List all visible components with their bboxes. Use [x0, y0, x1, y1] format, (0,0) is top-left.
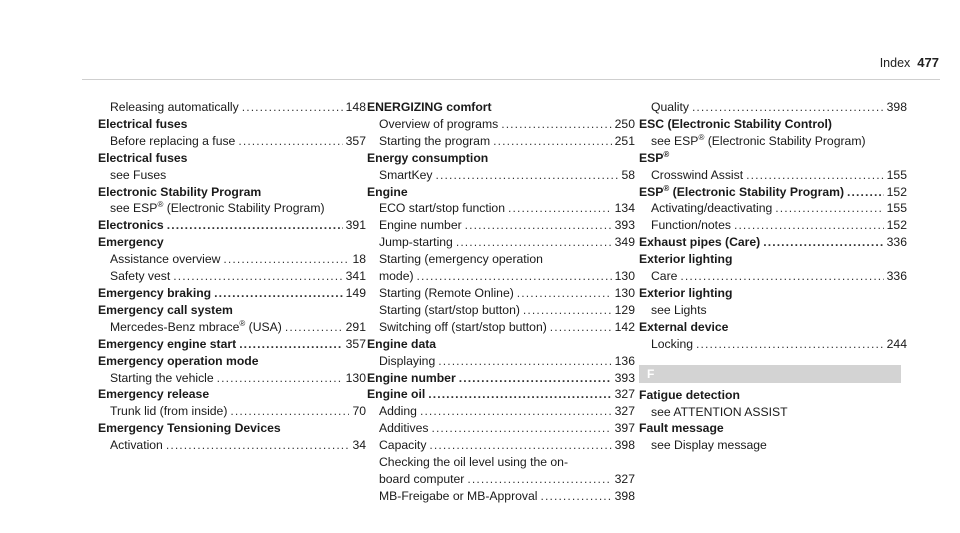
index-line	[98, 285, 366, 302]
dot-leader	[420, 403, 612, 420]
dot-leader	[230, 403, 349, 420]
page-ref[interactable]: 34	[352, 438, 366, 453]
index-line	[367, 133, 635, 150]
index-line	[367, 437, 635, 454]
index-line	[639, 234, 907, 251]
dot-leader	[692, 99, 884, 116]
dot-leader	[242, 99, 343, 116]
index-subentry: board computer	[379, 471, 465, 486]
index-line	[98, 370, 366, 387]
index-subentry: Capacity	[379, 438, 427, 453]
index-subentry: Before replacing a fuse	[110, 133, 236, 148]
index-line	[639, 336, 907, 353]
index-subentry: Starting the vehicle	[110, 370, 214, 385]
heading-text: ESP	[639, 150, 664, 165]
page-ref[interactable]: 149	[345, 285, 366, 300]
index-line	[98, 336, 366, 353]
registered-mark: ®	[698, 132, 705, 142]
index-subentry: SmartKey	[379, 167, 433, 182]
page-ref[interactable]: 251	[614, 133, 635, 148]
index-line	[367, 353, 635, 370]
dot-leader	[429, 437, 611, 454]
subentry-text: Mercedes-Benz mbrace	[110, 319, 240, 334]
dot-leader	[680, 268, 883, 285]
page-ref[interactable]: 357	[345, 336, 366, 351]
dot-leader	[214, 285, 343, 302]
page-ref[interactable]: 349	[614, 235, 635, 250]
page-ref[interactable]: 155	[886, 167, 907, 182]
page-ref[interactable]: 250	[614, 116, 635, 131]
dot-leader	[173, 268, 342, 285]
index-heading: Fatigue detection	[639, 387, 740, 402]
page-ref[interactable]: 136	[614, 353, 635, 368]
dot-leader	[501, 116, 611, 133]
index-column-3	[639, 99, 907, 454]
index-subentry: Displaying	[379, 353, 436, 368]
page-ref[interactable]: 336	[886, 269, 907, 284]
heading-text: (Electronic Stability Program)	[669, 184, 845, 199]
index-subentry: mode)	[379, 269, 414, 284]
index-heading: Emergency release	[98, 387, 210, 402]
page-ref[interactable]: 327	[614, 404, 635, 419]
page-ref[interactable]: 130	[614, 285, 635, 300]
index-heading: Engine data	[367, 336, 437, 351]
index-heading	[639, 184, 844, 201]
index-subentry: Checking the oil level using the on-	[379, 455, 569, 470]
index-subentry: Function/notes	[651, 218, 731, 233]
index-subentry: Safety vest	[110, 269, 171, 284]
page-ref[interactable]: 18	[352, 252, 366, 267]
page-ref[interactable]: 397	[614, 421, 635, 436]
dot-leader	[734, 217, 884, 234]
dot-leader	[508, 200, 612, 217]
heading-text: ESP	[639, 184, 664, 199]
page-number: 477	[917, 55, 939, 70]
index-line	[367, 386, 635, 403]
see-text: (Electronic Stability Program)	[704, 133, 866, 148]
index-subentry: Jump-starting	[379, 235, 453, 250]
index-column-2	[367, 99, 635, 505]
dot-leader	[763, 234, 883, 251]
index-line	[367, 488, 635, 505]
dot-leader	[217, 370, 343, 387]
dot-leader	[166, 437, 350, 454]
header-title: Index	[879, 56, 911, 70]
see-text: see ESP	[651, 133, 699, 148]
dot-leader	[456, 234, 612, 251]
index-heading: Electronic Stability Program	[98, 184, 262, 199]
index-heading: Emergency operation mode	[98, 353, 259, 368]
index-heading: Electronics	[98, 218, 164, 233]
page-ref[interactable]: 129	[614, 302, 635, 317]
see-reference[interactable]: see Lights	[651, 302, 707, 317]
index-heading: Emergency call system	[98, 302, 233, 317]
see-reference[interactable]	[639, 133, 907, 150]
index-subentry: Activation	[110, 438, 163, 453]
page-ref[interactable]: 152	[886, 218, 907, 233]
index-subentry: Adding	[379, 404, 417, 419]
registered-mark: ®	[663, 149, 670, 159]
index-heading: Exterior lighting	[639, 252, 733, 267]
see-text: see ESP	[110, 201, 158, 216]
index-line	[367, 319, 635, 336]
index-line	[98, 133, 366, 150]
index-subentry: Starting the program	[379, 133, 491, 148]
page-ref[interactable]: 391	[345, 218, 366, 233]
page-ref[interactable]: 357	[345, 133, 366, 148]
index-subentry: Activating/deactivating	[651, 201, 773, 216]
dot-leader	[467, 471, 611, 488]
index-subentry: Engine number	[379, 218, 462, 233]
index-heading: Engine	[367, 184, 408, 199]
index-line	[98, 319, 366, 336]
index-subentry: Switching off (start/stop button)	[379, 319, 547, 334]
index-line	[98, 99, 366, 116]
index-column-1	[98, 99, 366, 454]
page-header	[0, 0, 960, 90]
dot-leader	[459, 370, 612, 387]
dot-leader	[417, 268, 612, 285]
index-line	[367, 285, 635, 302]
index-subentry: Starting (emergency operation	[379, 252, 543, 267]
dot-leader	[746, 167, 884, 184]
page-ref[interactable]: 393	[614, 370, 635, 385]
page-ref[interactable]: 244	[886, 336, 907, 351]
page-ref[interactable]: 398	[614, 488, 635, 503]
index-heading: Emergency braking	[98, 285, 212, 300]
index-line	[639, 184, 907, 201]
page-ref[interactable]: 155	[886, 201, 907, 216]
index-line	[367, 234, 635, 251]
index-subentry: Overview of programs	[379, 116, 499, 131]
page-ref[interactable]: 142	[614, 319, 635, 334]
index-heading	[639, 150, 907, 167]
dot-leader	[438, 353, 611, 370]
index-line	[639, 99, 907, 116]
see-reference[interactable]: see Fuses	[110, 167, 167, 182]
subentry-text: (USA)	[245, 319, 282, 334]
page-ref[interactable]: 134	[614, 201, 635, 216]
page-ref[interactable]: 70	[352, 404, 366, 419]
header-divider	[82, 79, 940, 80]
page-ref[interactable]: 130	[614, 269, 635, 284]
index-line	[98, 403, 366, 420]
index-line	[367, 268, 635, 285]
index-heading: Emergency engine start	[98, 336, 237, 351]
index-heading: Fault message	[639, 421, 724, 436]
index-line	[367, 471, 635, 488]
dot-leader	[523, 302, 612, 319]
index-line	[98, 217, 366, 234]
index-line	[367, 217, 635, 234]
section-letter-bar: F	[639, 365, 901, 383]
page-ref[interactable]: 398	[614, 438, 635, 453]
dot-leader	[517, 285, 612, 302]
dot-leader	[428, 386, 611, 403]
registered-mark: ®	[663, 183, 670, 193]
index-subentry: Quality	[651, 100, 689, 114]
dot-leader	[436, 167, 619, 184]
index-line	[367, 302, 635, 319]
page-ref[interactable]: 327	[614, 387, 635, 402]
page-ref[interactable]: 152	[886, 184, 907, 199]
index-line	[639, 167, 907, 184]
index-subentry: Starting (Remote Online)	[379, 285, 514, 300]
see-text: (Electronic Stability Program)	[163, 201, 325, 216]
index-heading: Engine number	[367, 370, 456, 385]
dot-leader	[285, 319, 343, 336]
index-subentry: MB-Freigabe or MB-Approval	[379, 488, 538, 503]
index-heading: External device	[639, 319, 729, 334]
index-heading: Electrical fuses	[98, 150, 188, 165]
registered-mark: ®	[157, 200, 164, 210]
page-ref[interactable]: 58	[621, 167, 635, 182]
index-subentry: Crosswind Assist	[651, 167, 744, 182]
index-line	[639, 200, 907, 217]
dot-leader	[238, 133, 342, 150]
index-heading: Energy consumption	[367, 150, 489, 165]
dot-leader	[223, 251, 349, 268]
dot-leader	[465, 217, 612, 234]
dot-leader	[696, 336, 884, 353]
page-ref[interactable]: 398	[886, 100, 907, 114]
page-ref[interactable]: 327	[614, 471, 635, 486]
dot-leader	[431, 420, 611, 437]
index-subentry: Trunk lid (from inside)	[110, 404, 228, 419]
index-subentry: Additives	[379, 421, 429, 436]
page-ref[interactable]: 393	[614, 218, 635, 233]
index-subentry: Locking	[651, 336, 694, 351]
index-heading: ESC (Electronic Stability Control)	[639, 116, 832, 131]
index-line	[367, 403, 635, 420]
dot-leader	[541, 488, 612, 505]
index-heading: Emergency	[98, 235, 164, 250]
index-subentry	[110, 319, 282, 336]
index-heading: Electrical fuses	[98, 116, 188, 131]
dot-leader	[493, 133, 612, 150]
index-line	[639, 217, 907, 234]
page-ref[interactable]: 341	[345, 269, 366, 284]
dot-leader	[167, 217, 343, 234]
index-line	[367, 200, 635, 217]
index-subentry: Assistance overview	[110, 252, 221, 267]
dot-leader	[775, 200, 883, 217]
index-line	[98, 251, 366, 268]
index-line	[639, 268, 907, 285]
index-subentry: Care	[651, 269, 678, 284]
page-ref[interactable]: 336	[886, 235, 907, 250]
index-subentry: Starting (start/stop button)	[379, 302, 520, 317]
dot-leader	[550, 319, 612, 336]
registered-mark: ®	[239, 318, 246, 328]
page-ref[interactable]: 291	[345, 319, 366, 334]
index-subentry: ECO start/stop function	[379, 201, 505, 216]
index-subentry: Releasing automatically	[110, 100, 239, 114]
index-line	[367, 420, 635, 437]
index-heading: Engine oil	[367, 387, 426, 402]
index-line	[367, 116, 635, 133]
page-ref[interactable]: 148	[345, 100, 366, 114]
index-line	[98, 437, 366, 454]
see-reference[interactable]: see Display message	[651, 438, 767, 453]
dot-leader	[847, 184, 884, 201]
index-heading: Exterior lighting	[639, 285, 733, 300]
index-heading: ENERGIZING comfort	[367, 100, 492, 114]
index-heading: Exhaust pipes (Care)	[639, 235, 761, 250]
index-line	[367, 167, 635, 184]
index-line	[98, 268, 366, 285]
header-text	[880, 55, 939, 70]
dot-leader	[239, 336, 342, 353]
see-reference[interactable]	[98, 200, 366, 217]
see-reference[interactable]: see ATTENTION ASSIST	[651, 404, 788, 419]
index-heading: Emergency Tensioning Devices	[98, 421, 281, 436]
page-ref[interactable]: 130	[345, 370, 366, 385]
index-line	[367, 370, 635, 387]
